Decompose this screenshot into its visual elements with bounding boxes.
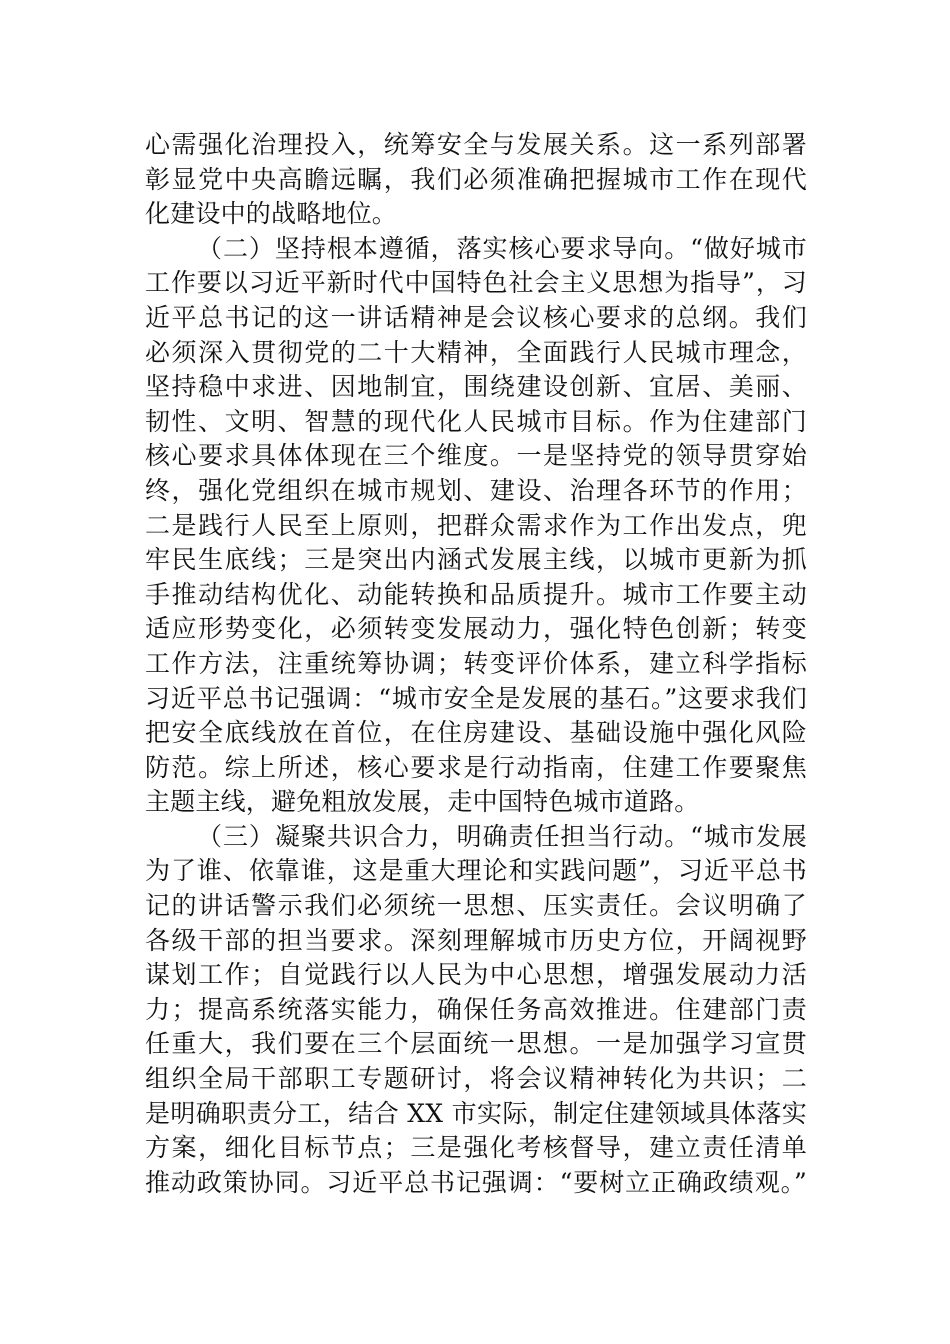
text-line: 主题主线，避免粗放发展，走中国特色城市道路。 <box>145 787 700 817</box>
text-line: 彰显党中央高瞻远瞩，我们必须准确把握城市工作在现代 <box>145 164 807 194</box>
text-line: 组织全局干部职工专题研讨，将会议精神转化为共识；二 <box>145 1064 807 1094</box>
text-line: 终，强化党组织在城市规划、建设、治理各环节的作用； <box>145 475 807 505</box>
text-line: 二是践行人民至上原则，把群众需求作为工作出发点，兜 <box>145 510 807 540</box>
text-line: 适应形势变化，必须转变发展动力，强化特色创新；转变 <box>145 614 807 644</box>
text-line: 习近平总书记强调：“城市安全是发展的基石。”这要求我们 <box>145 683 807 713</box>
text-line: 牢民生底线；三是突出内涵式发展主线，以城市更新为抓 <box>145 545 807 575</box>
text-line: 是明确职责分工，结合 XX 市实际，制定住建领域具体落实 <box>145 1098 807 1128</box>
text-line: 各级干部的担当要求。深刻理解城市历史方位，开阔视野 <box>145 925 807 955</box>
text-line: 坚持稳中求进、因地制宜，围绕建设创新、宜居、美丽、 <box>145 372 807 402</box>
text-line: 核心要求具体体现在三个维度。一是坚持党的领导贯穿始 <box>145 441 807 471</box>
text-line: 谋划工作；自觉践行以人民为中心思想，增强发展动力活 <box>145 960 807 990</box>
text-line: 近平总书记的这一讲话精神是会议核心要求的总纲。我们 <box>145 302 807 332</box>
text-line: 手推动结构优化、动能转换和品质提升。城市工作要主动 <box>145 579 807 609</box>
text-line: 把安全底线放在首位，在住房建设、基础设施中强化风险 <box>145 718 807 748</box>
text-line: 记的讲话警示我们必须统一思想、压实责任。会议明确了 <box>145 891 807 921</box>
text-line: 力；提高系统落实能力，确保任务高效推进。住建部门责 <box>145 994 807 1024</box>
text-line: 韧性、文明、智慧的现代化人民城市目标。作为住建部门 <box>145 406 807 436</box>
text-line: 心需强化治理投入，统筹安全与发展关系。这一系列部署 <box>145 130 807 159</box>
text-line: 推动政策协同。习近平总书记强调：“要树立正确政绩观。” <box>145 1167 807 1197</box>
text-line: （二）坚持根本遵循，落实核心要求导向。“做好城市 <box>197 233 807 263</box>
text-line: 方案，细化目标节点；三是强化考核督导，建立责任清单 <box>145 1133 807 1163</box>
text-line: 为了谁、依靠谁，这是重大理论和实践问题”，习近平总书 <box>145 856 807 886</box>
text-line: 工作方法，注重统筹协调；转变评价体系，建立科学指标 <box>145 648 807 678</box>
text-line: 必须深入贯彻党的二十大精神，全面践行人民城市理念， <box>145 337 807 367</box>
text-line: 防范。综上所述，核心要求是行动指南，住建工作要聚焦 <box>145 752 807 782</box>
text-line: （三）凝聚共识合力，明确责任担当行动。“城市发展 <box>197 821 807 851</box>
text-line: 任重大，我们要在三个层面统一思想。一是加强学习宣贯 <box>145 1029 807 1059</box>
text-line: 工作要以习近平新时代中国特色社会主义思想为指导”，习 <box>145 268 807 298</box>
document-body <box>145 128 807 1200</box>
text-line: 化建设中的战略地位。 <box>145 199 398 229</box>
